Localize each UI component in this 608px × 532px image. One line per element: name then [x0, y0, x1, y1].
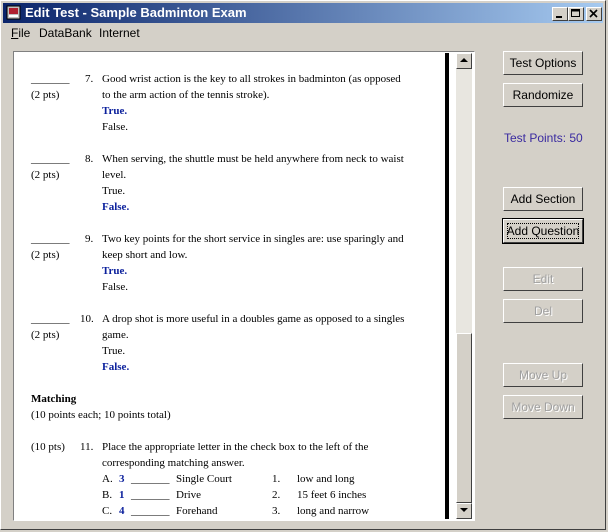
menu-bar: [3, 24, 603, 42]
match-number: 3.: [272, 505, 281, 517]
app-icon: [6, 5, 21, 20]
minimize-icon: [555, 9, 565, 19]
match-blank[interactable]: _______: [131, 473, 170, 485]
move-down-button[interactable]: Move Down: [503, 395, 583, 419]
option-false: False.: [102, 121, 128, 133]
close-icon: [589, 9, 599, 19]
add-question-button[interactable]: Add Question: [503, 219, 583, 243]
question-number: 8.: [85, 153, 94, 165]
scroll-thumb[interactable]: [456, 333, 472, 503]
test-document[interactable]: [15, 53, 449, 519]
question-text: to the arm action of the tennis stroke).: [102, 89, 270, 101]
answer-blank[interactable]: _______: [31, 313, 70, 325]
menu-databank[interactable]: DataBank: [39, 26, 92, 40]
question-text: Two key points for the short service in singles are: use sparingly and: [102, 233, 404, 245]
menu-file[interactable]: File: [11, 26, 31, 40]
option-false: False.: [102, 281, 128, 293]
answer-blank[interactable]: _______: [31, 73, 70, 85]
match-letter: B.: [102, 489, 113, 501]
question-number: 11.: [80, 441, 94, 453]
match-item: Forehand: [176, 505, 218, 517]
match-item: Drive: [176, 489, 202, 501]
question-number: 10.: [80, 313, 94, 325]
match-text: low and long: [297, 473, 355, 485]
section-heading: Matching: [31, 393, 77, 405]
scroll-up-button[interactable]: [456, 53, 472, 69]
question-text: Good wrist action is the key to all strokes in badminton (as opposed: [102, 73, 401, 85]
scroll-down-button[interactable]: [456, 503, 472, 519]
maximize-button[interactable]: [568, 7, 584, 21]
question-text: level.: [102, 169, 127, 181]
section-description: (10 points each; 10 points total): [31, 409, 171, 421]
test-points-label: Test Points: 50: [504, 131, 583, 145]
match-answer: 1: [119, 489, 125, 501]
test-options-button[interactable]: Test Options: [503, 51, 583, 75]
option-true: True.: [102, 345, 126, 357]
question-text: game.: [102, 329, 129, 341]
answer-blank[interactable]: _______: [31, 233, 70, 245]
question-text: Place the appropriate letter in the check box to the left of the: [102, 441, 369, 453]
question-text: corresponding matching answer.: [102, 457, 245, 469]
add-section-button[interactable]: Add Section: [503, 187, 583, 211]
match-text: long and narrow: [297, 505, 370, 517]
option-true: True.: [102, 265, 128, 277]
match-answer: 4: [119, 505, 125, 517]
question-text: A drop shot is more useful in a doubles game as opposed to a singles: [102, 313, 405, 325]
minimize-button[interactable]: [552, 7, 568, 21]
match-answer: 3: [119, 473, 125, 485]
question-points: (2 pts): [31, 249, 60, 261]
randomize-button[interactable]: Randomize: [503, 83, 583, 107]
title-bar[interactable]: [3, 3, 603, 23]
match-letter: C.: [102, 505, 113, 517]
delete-button[interactable]: Del: [503, 299, 583, 323]
move-up-button[interactable]: Move Up: [503, 363, 583, 387]
match-number: 2.: [272, 489, 281, 501]
question-text: When serving, the shuttle must be held anywhere from neck to waist: [102, 153, 404, 165]
option-true: True.: [102, 185, 126, 197]
question-number: 9.: [85, 233, 94, 245]
match-letter: A.: [102, 473, 113, 485]
window-title: Edit Test - Sample Badminton Exam: [25, 5, 247, 20]
match-blank[interactable]: _______: [131, 489, 170, 501]
option-false: False.: [102, 361, 130, 373]
menu-internet[interactable]: Internet: [99, 26, 140, 40]
arrow-down-icon: [460, 508, 468, 513]
question-number: 7.: [85, 73, 94, 85]
match-text: 15 feet 6 inches: [297, 489, 367, 501]
arrow-up-icon: [460, 58, 468, 63]
edit-button[interactable]: Edit: [503, 267, 583, 291]
close-button[interactable]: [586, 7, 602, 21]
maximize-icon: [571, 9, 581, 19]
option-true: True.: [102, 105, 128, 117]
question-text: keep short and low.: [102, 249, 188, 261]
question-points: (2 pts): [31, 329, 60, 341]
option-false: False.: [102, 201, 130, 213]
question-points: (2 pts): [31, 169, 60, 181]
question-points: (10 pts): [31, 441, 65, 453]
match-number: 1.: [272, 473, 281, 485]
vertical-scrollbar[interactable]: [456, 53, 472, 519]
answer-blank[interactable]: _______: [31, 153, 70, 165]
test-document-pane: [13, 51, 475, 521]
match-blank[interactable]: _______: [131, 505, 170, 517]
question-points: (2 pts): [31, 89, 60, 101]
match-item: Single Court: [176, 473, 232, 485]
